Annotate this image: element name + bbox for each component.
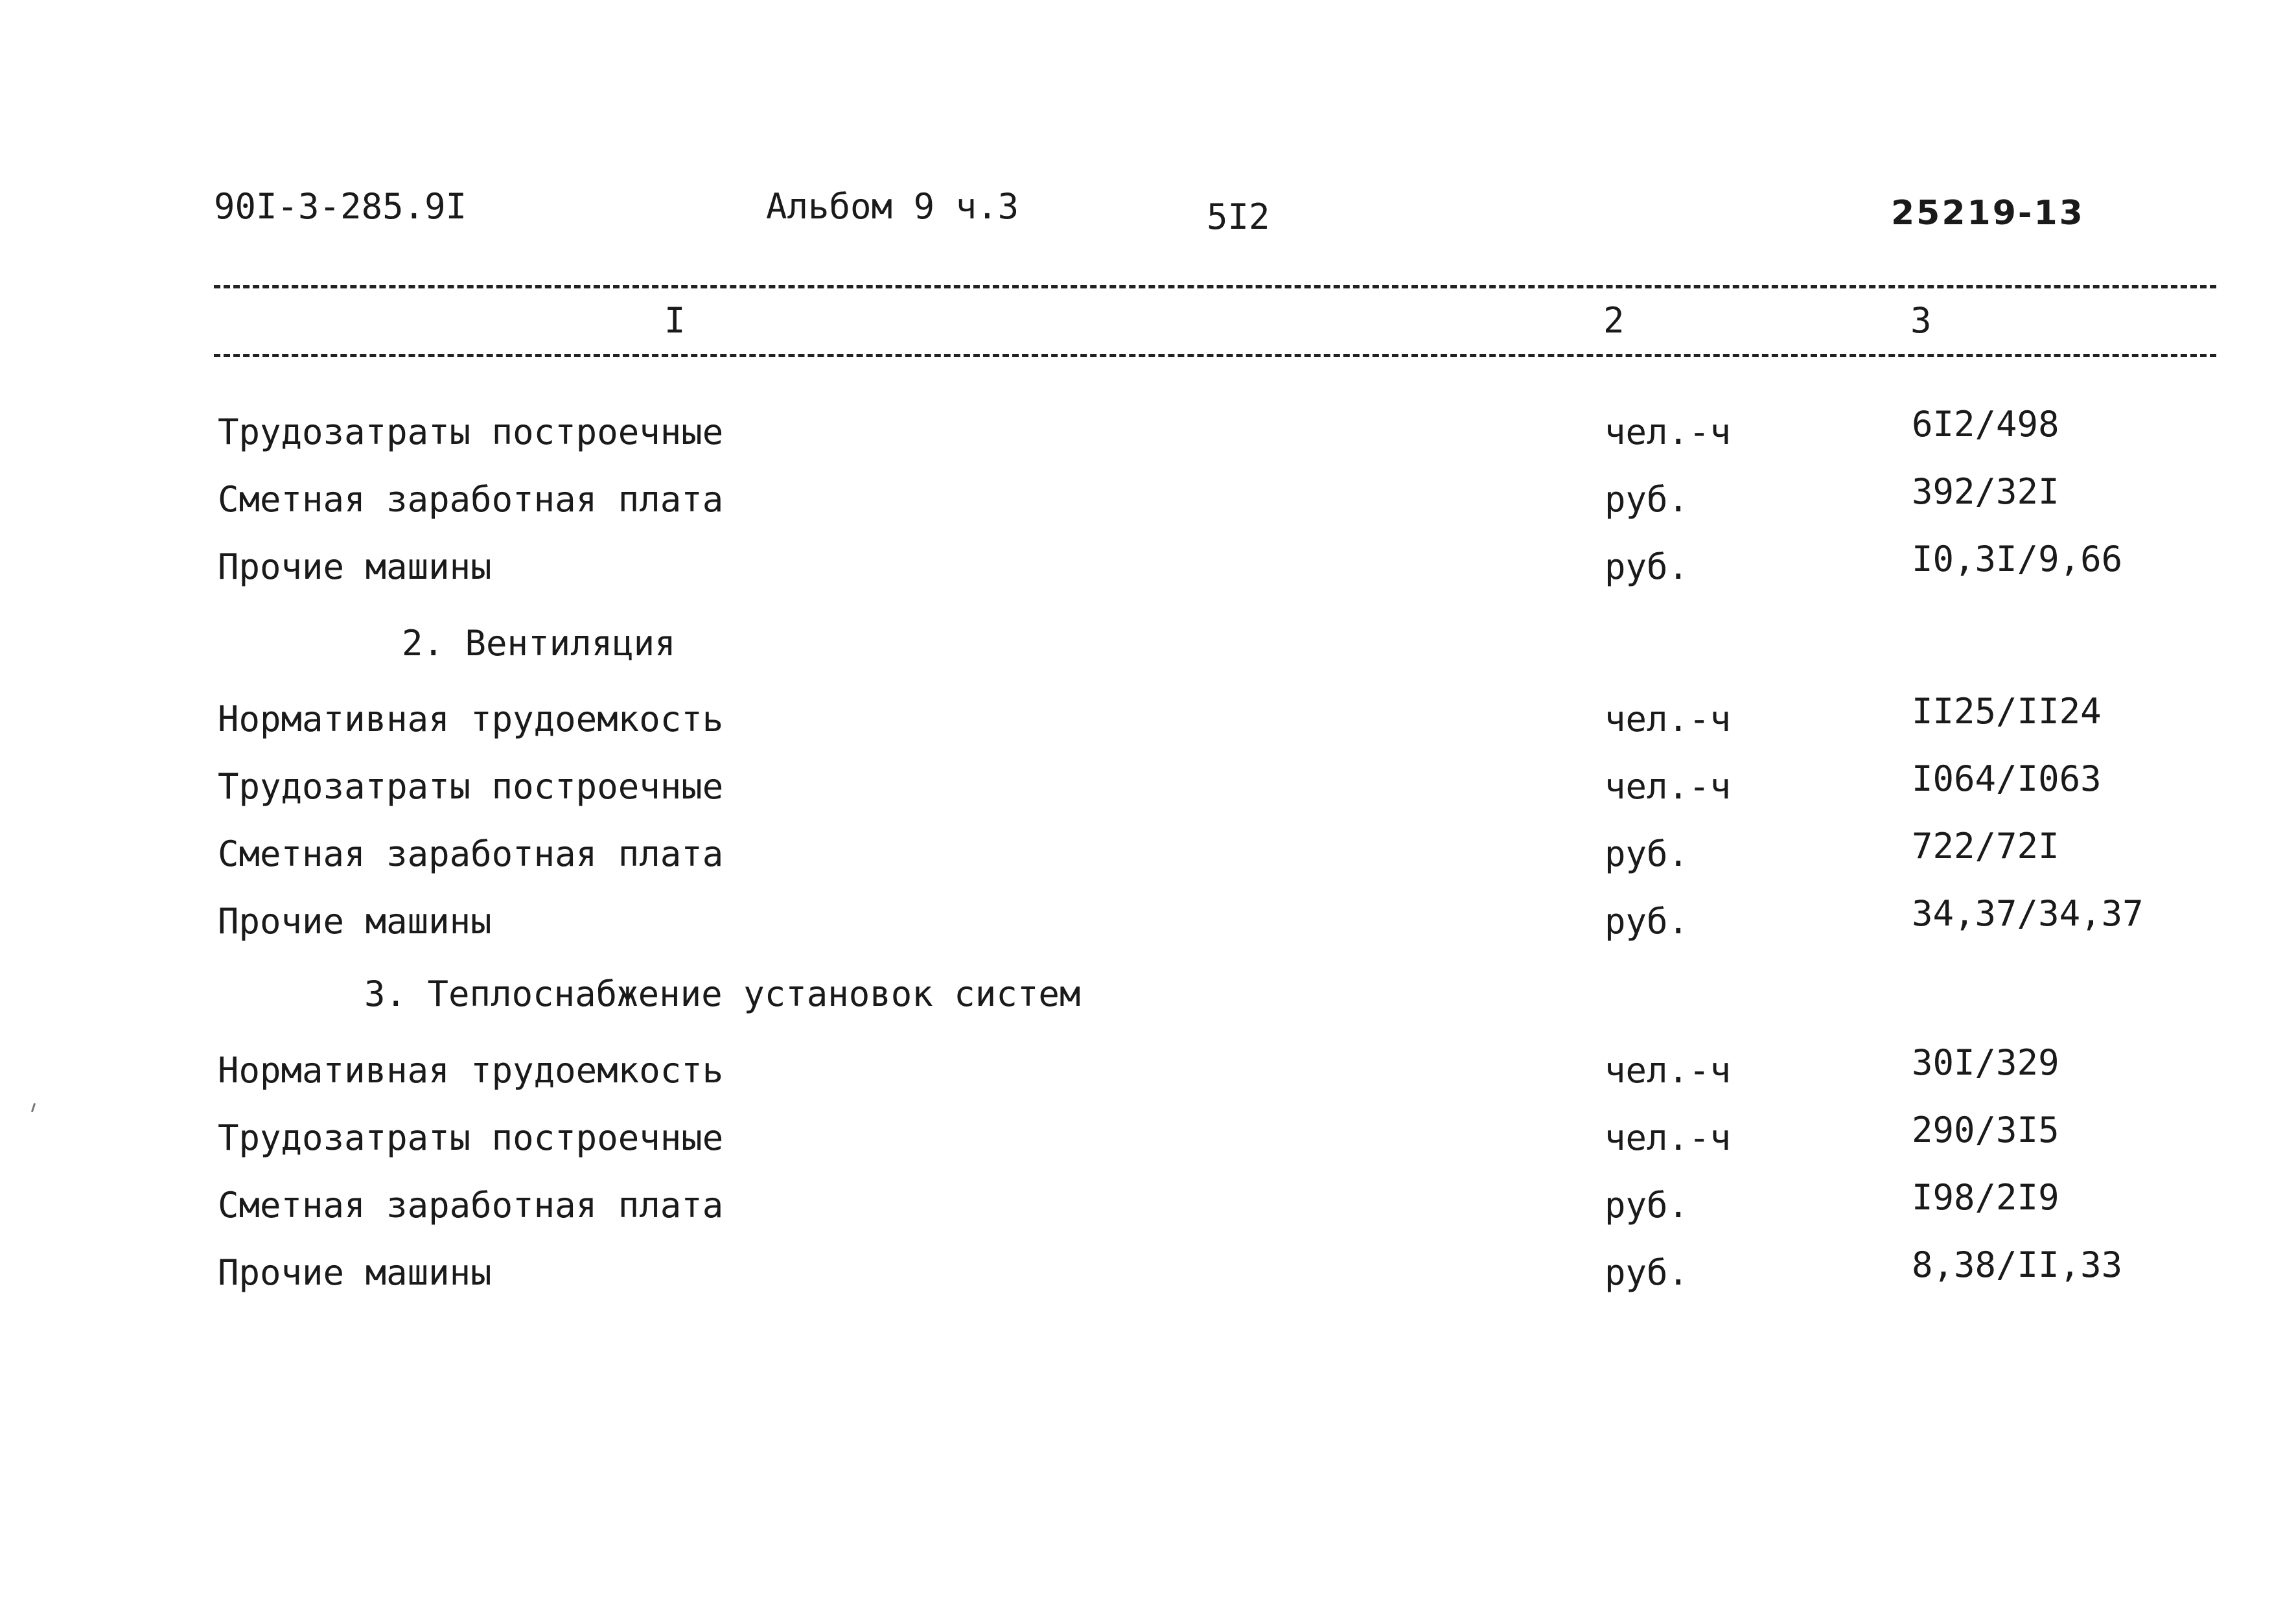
row-label: Трудозатраты построечные xyxy=(218,766,724,807)
row-value: II25/II24 xyxy=(1912,691,2102,732)
table-row xyxy=(0,403,2296,452)
row-label: Нормативная трудоемкость xyxy=(218,699,724,740)
table-row xyxy=(0,1244,2296,1293)
row-unit: руб. xyxy=(1605,833,1689,874)
row-value: I064/I063 xyxy=(1912,758,2102,799)
table-row xyxy=(0,1176,2296,1226)
row-value: 8,38/II,33 xyxy=(1912,1244,2123,1285)
page-number: 5I2 xyxy=(1207,196,1270,237)
table-rule-top xyxy=(214,285,2216,288)
row-unit: руб. xyxy=(1605,1185,1689,1226)
row-unit: руб. xyxy=(1605,901,1689,942)
document-id: 90I-3-285.9I xyxy=(214,186,467,227)
row-label: Сметная заработная плата xyxy=(218,833,724,874)
row-value: 290/3I5 xyxy=(1912,1110,2059,1150)
row-unit: чел.-ч xyxy=(1605,699,1732,740)
row-label: Прочие машины xyxy=(218,546,492,587)
row-value: 392/32I xyxy=(1912,471,2059,512)
table-row xyxy=(0,1109,2296,1158)
album-label: Альбом 9 ч.3 xyxy=(766,186,1019,227)
section-heading-ventilation: 2. Вентиляция xyxy=(402,623,676,664)
row-label: Трудозатраты построечные xyxy=(218,412,724,452)
column-header-3: 3 xyxy=(1910,300,1932,341)
row-label: Сметная заработная плата xyxy=(218,479,724,520)
row-unit: руб. xyxy=(1605,479,1689,520)
row-unit: чел.-ч xyxy=(1605,766,1732,807)
section-heading-heat-supply: 3. Теплоснабжение установок систем xyxy=(364,973,1081,1014)
table-row xyxy=(0,538,2296,587)
row-unit: руб. xyxy=(1605,1252,1689,1293)
row-label: Прочие машины xyxy=(218,1252,492,1293)
row-value: 30I/329 xyxy=(1912,1042,2059,1083)
row-label: Нормативная трудоемкость xyxy=(218,1050,724,1091)
row-unit: руб. xyxy=(1605,546,1689,587)
column-header-1: I xyxy=(664,300,686,341)
row-value: I98/2I9 xyxy=(1912,1177,2059,1218)
row-unit: чел.-ч xyxy=(1605,412,1732,452)
row-label: Прочие машины xyxy=(218,901,492,942)
table-row xyxy=(0,1042,2296,1091)
table-row xyxy=(0,471,2296,520)
row-value: 6I2/498 xyxy=(1912,404,2059,445)
row-label: Сметная заработная плата xyxy=(218,1185,724,1226)
row-value: I0,3I/9,66 xyxy=(1912,539,2123,579)
row-value: 34,37/34,37 xyxy=(1912,893,2144,934)
table-rule-bottom xyxy=(214,354,2216,357)
row-unit: чел.-ч xyxy=(1605,1050,1732,1091)
row-value: 722/72I xyxy=(1912,826,2059,867)
table-row xyxy=(0,690,2296,740)
row-unit: чел.-ч xyxy=(1605,1117,1732,1158)
table-row xyxy=(0,825,2296,874)
inventory-stamp: 25219-13 xyxy=(1891,194,2085,233)
table-row xyxy=(0,892,2296,942)
table-row xyxy=(0,758,2296,807)
row-label: Трудозатраты построечные xyxy=(218,1117,724,1158)
column-header-2: 2 xyxy=(1603,300,1625,341)
